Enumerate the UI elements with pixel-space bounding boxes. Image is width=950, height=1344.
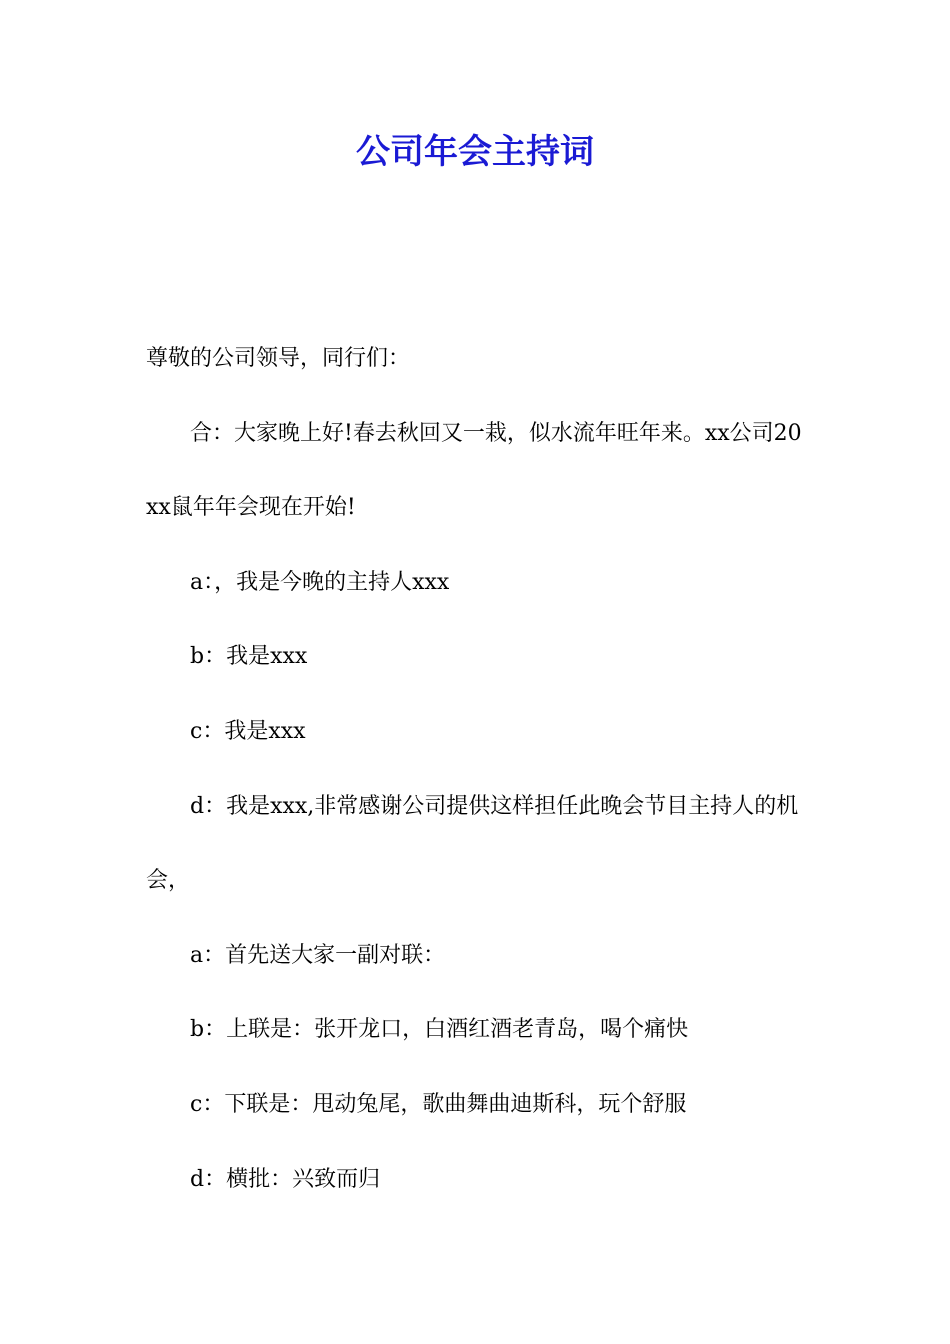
paragraph-couplet-intro: a：首先送大家一副对联： <box>190 942 446 968</box>
paragraph-host-c: c：我是xxx <box>190 718 306 744</box>
paragraph-couplet-lower: c：下联是：甩动兔尾，歌曲舞曲迪斯科，玩个舒服 <box>190 1091 687 1117</box>
paragraph-host-d: d：我是xxx,非常感谢公司提供这样担任此晚会节目主持人的机会， <box>146 793 799 894</box>
paragraph-greeting: 尊敬的公司领导，同行们： <box>146 346 411 371</box>
paragraph-opening: 合：大家晚上好!春去秋回又一栽，似水流年旺年来。xx公司20xx鼠年年会现在开始! <box>146 420 802 521</box>
paragraph-couplet-banner: d：横批：兴致而归 <box>190 1166 381 1192</box>
paragraph-couplet-upper: b：上联是：张开龙口，白酒红酒老青岛，喝个痛快 <box>190 1017 689 1043</box>
paragraph-host-a: a：，我是今晚的主持人xxx <box>190 569 450 595</box>
paragraph-host-b: b：我是xxx <box>190 644 308 670</box>
page-title: 公司年会主持词 <box>356 132 594 172</box>
document-body <box>146 322 810 1217</box>
